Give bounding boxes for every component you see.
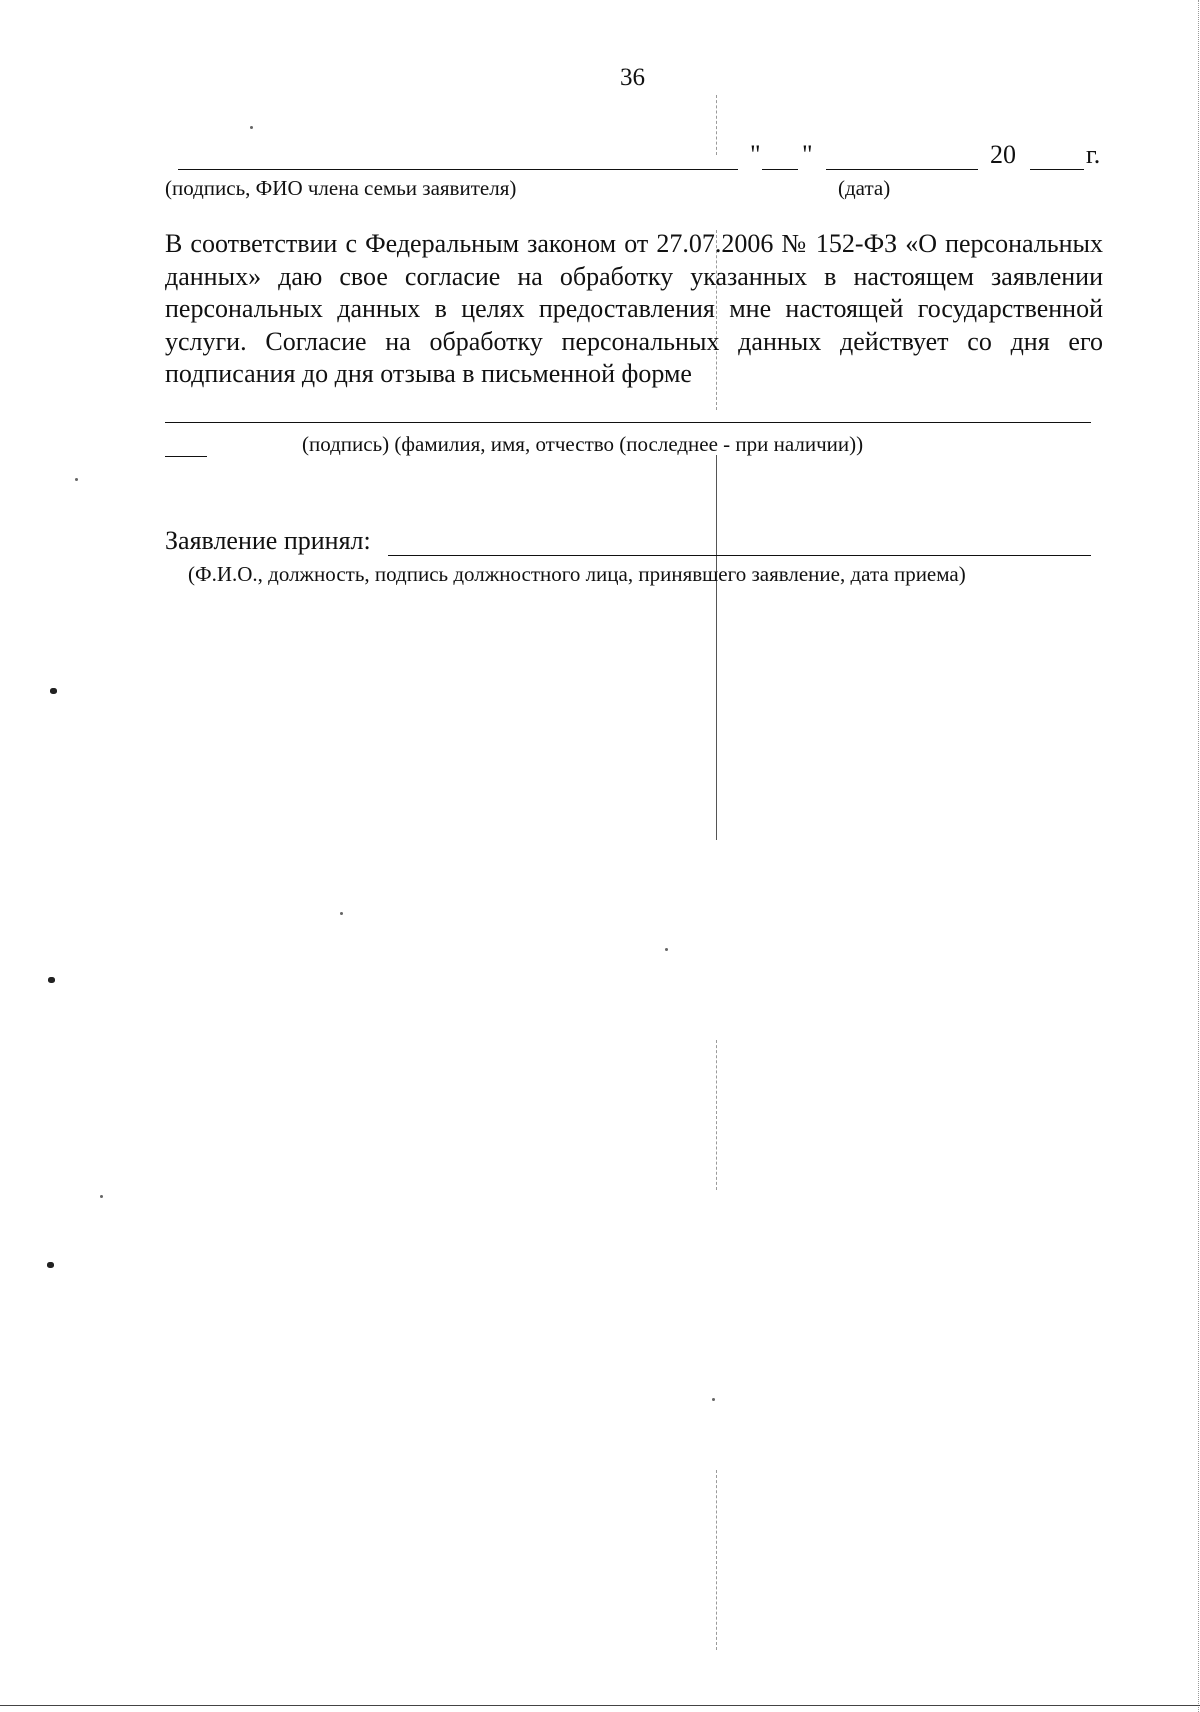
family-signature-caption: (подпись, ФИО члена семьи заявителя) bbox=[165, 176, 517, 200]
scan-artifact-line bbox=[716, 95, 717, 155]
scan-speck bbox=[75, 478, 78, 481]
date-year-suffix: г. bbox=[1086, 140, 1101, 169]
consent-paragraph: В соответствии с Федеральным законом от 27.07.2006 № 152-ФЗ «О персональных данных» даю свое согласие на обработку указанных в настоящем заявлении персональных данных в целях предоставления мне настоящей государственной услуги. Согласие на обработку персональных данных действует со дня его подписания до дня отзыва в письменной форме bbox=[165, 229, 1103, 388]
page-number: 36 bbox=[620, 64, 645, 91]
date-year-line bbox=[1030, 169, 1084, 170]
scan-speck bbox=[50, 688, 57, 694]
scan-speck bbox=[665, 948, 668, 951]
date-year-prefix: 20 bbox=[990, 140, 1016, 169]
scan-speck bbox=[712, 1398, 715, 1401]
scan-speck bbox=[250, 126, 253, 129]
scan-edge bbox=[1198, 0, 1199, 1712]
acceptance-caption: (Ф.И.О., должность, подпись должностного лица, принявшего заявление, дата приема) bbox=[188, 562, 966, 586]
date-quote-close: " bbox=[802, 140, 813, 169]
date-quote-open: " bbox=[750, 140, 761, 169]
date-month-line bbox=[826, 169, 978, 170]
scan-speck bbox=[48, 977, 55, 983]
scan-speck bbox=[100, 1195, 103, 1198]
consent-signature-caption: (подпись) (фамилия, имя, отчество (последнее - при наличии)) bbox=[302, 432, 864, 456]
date-day-line bbox=[762, 169, 798, 170]
scan-artifact-line bbox=[716, 1040, 717, 1190]
consent-signature-line bbox=[165, 422, 1091, 423]
acceptance-line bbox=[388, 555, 1091, 556]
scan-edge bbox=[0, 1705, 1200, 1706]
scan-speck bbox=[47, 1262, 54, 1268]
scan-artifact-line bbox=[716, 1470, 717, 1650]
date-caption: (дата) bbox=[838, 176, 891, 200]
acceptance-label: Заявление принял: bbox=[165, 526, 371, 555]
consent-signature-short-line bbox=[165, 456, 207, 457]
scan-speck bbox=[340, 912, 343, 915]
scan-artifact-line bbox=[716, 455, 717, 840]
family-signature-line bbox=[178, 169, 738, 170]
